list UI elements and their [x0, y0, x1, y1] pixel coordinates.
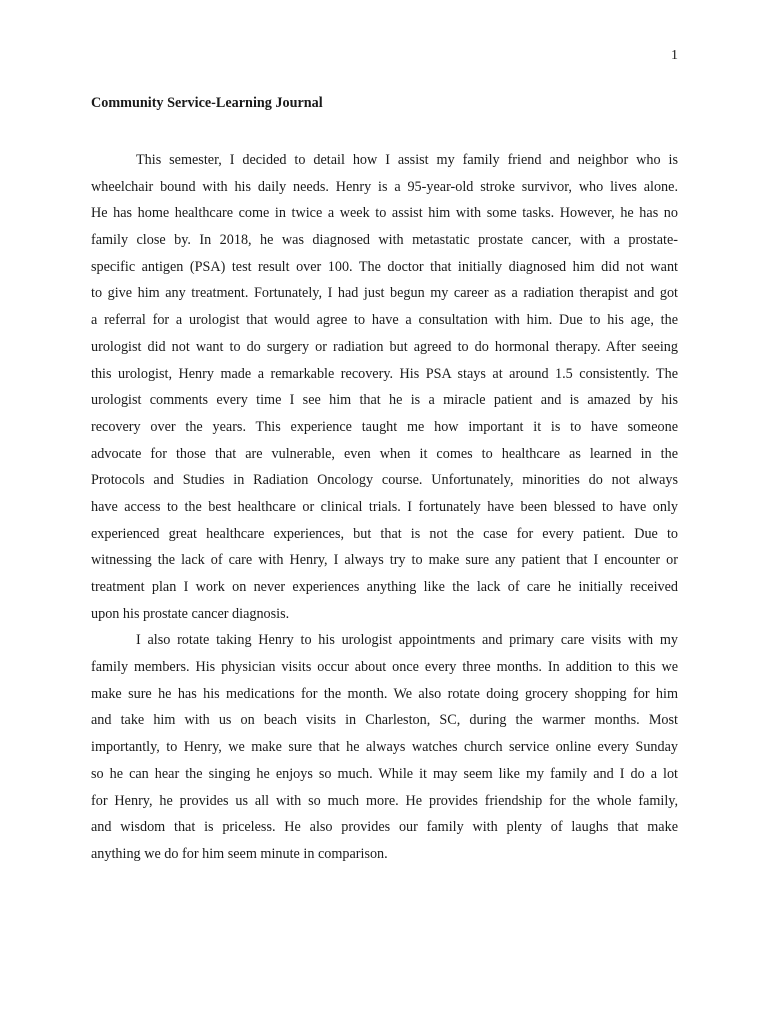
text-line: specific antigen (PSA) test result over 100. The doctor that initially diagnosed him did not want	[91, 258, 678, 275]
text-line: He has home healthcare come in twice a week to assist him with some tasks. However, he has no	[91, 205, 678, 222]
page-number: 1	[671, 48, 678, 63]
text-line: and take him with us on beach visits in Charleston, SC, during the warmer months. Most	[91, 712, 678, 729]
paragraph-2	[91, 627, 678, 867]
text-line: to give him any treatment. Fortunately, I had just begun my career as a radiation therapist and got	[91, 285, 678, 302]
text-line: I also rotate taking Henry to his urologist appointments and primary care visits with my	[136, 632, 678, 649]
text-line: This semester, I decided to detail how I assist my family friend and neighbor who is	[136, 152, 678, 168]
text-line: for Henry, he provides us all with so much more. He provides friendship for the whole family,	[91, 792, 678, 809]
text-line: urologist did not want to do surgery or radiation but agreed to do hormonal therapy. After seeing	[91, 338, 678, 355]
text-line: a referral for a urologist that would agree to have a consultation with him. Due to his age, the	[91, 312, 678, 329]
text-line: make sure he has his medications for the month. We also rotate doing grocery shopping for him	[91, 685, 678, 702]
text-line: importantly, to Henry, we make sure that he always watches church service online every Sunday	[91, 739, 678, 756]
text-line: family close by. In 2018, he was diagnosed with metastatic prostate cancer, with a prostate-	[91, 232, 678, 249]
text-line: upon his prostate cancer diagnosis.	[91, 605, 290, 622]
text-line: wheelchair bound with his daily needs. Henry is a 95-year-old stroke survivor, who lives alone.	[91, 178, 678, 195]
body-text	[91, 147, 678, 868]
text-line: recovery over the years. This experience taught me how important it is to have someone	[91, 418, 678, 435]
text-line: advocate for those that are vulnerable, even when it comes to healthcare as learned in the	[91, 445, 678, 462]
text-line: Protocols and Studies in Radiation Oncology course. Unfortunately, minorities do not always	[91, 472, 678, 489]
text-line: so he can hear the singing he enjoys so much. While it may seem like my family and I do a lot	[91, 765, 678, 782]
document-title: Community Service-Learning Journal	[91, 95, 323, 111]
text-line: urologist comments every time I see him that he is a miracle patient and is amazed by his	[91, 392, 678, 409]
text-line: and wisdom that is priceless. He also provides our family with plenty of laughs that make	[91, 819, 678, 836]
text-line: treatment plan I work on never experiences anything like the lack of care he initially received	[91, 579, 678, 595]
text-line: witnessing the lack of care with Henry, I always try to make sure any patient that I encounter or	[91, 552, 678, 569]
text-line: anything we do for him seem minute in comparison.	[91, 845, 388, 862]
text-line: have access to the best healthcare or clinical trials. I fortunately have been blessed to have only	[91, 498, 678, 515]
paragraph-1	[91, 147, 678, 627]
text-line: family members. His physician visits occur about once every three months. In addition to this we	[91, 659, 678, 676]
text-line: this urologist, Henry made a remarkable recovery. His PSA stays at around 1.5 consistently. The	[91, 365, 678, 382]
text-line: experienced great healthcare experiences, but that is not the case for every patient. Due to	[91, 525, 678, 542]
